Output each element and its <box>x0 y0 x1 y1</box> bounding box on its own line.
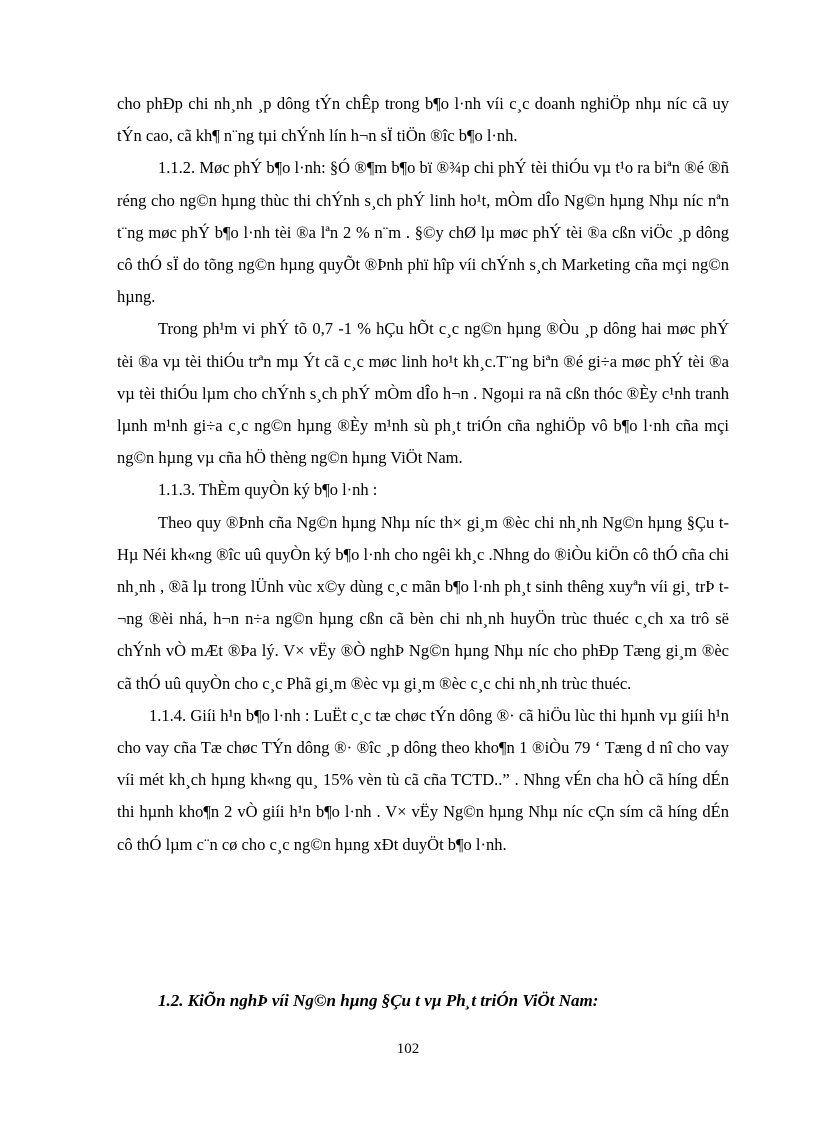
paragraph-continuation: cho phÐp chi nh¸nh ¸p dông tÝn chÊp trong b¶o l·nh víi c¸c doanh nghiÖp nhµ níc cã uy tÝn cao, cã kh¶ n¨ng tµi chÝnh lín h¬n sÏ tiÖn ®îc b¶o l·nh. <box>117 94 729 146</box>
body-text <box>117 88 729 861</box>
paragraph-fee-rate: 1.1.2. Møc phÝ b¶o l·nh: §Ó ®¶m b¶o bï ®¾p chi phÝ tèi thiÓu vµ t¹o ra biªn ®é ®ñ réng cho ng©n hµng thùc thi chÝnh s¸ch phÝ linh ho¹t, mÒm dÎo Ng©n hµng Nhµ níc nªn t¨ng møc phÝ b¶o l·nh tèi ®a lªn 2 % n¨m . §©y chØ lµ møc phÝ tèi ®a cßn viÖc ¸p dông cô thÓ sÏ do tõng ng©n hµng quyÕt ®Þnh phï hîp víi chÝnh s¸ch Marketing cña mçi ng©n hµng. <box>117 158 729 307</box>
section-heading-authority: 1.1.3. ThÈm quyÒn ký b¶o l·nh : <box>158 480 378 500</box>
section-heading-recommendations: 1.2. KiÕn nghÞ víi Ng©n hµng §Çu t vµ Ph¸t triÓn ViÖt Nam: <box>158 991 599 1010</box>
paragraph-fee-range: Trong ph¹m vi phÝ tõ 0,7 -1 % hÇu hÕt c¸c ng©n hµng ®Òu ¸p dông hai møc phÝ tèi ®a vµ tèi thiÓu trªn mµ Ýt cã c¸c møc linh ho¹t kh¸c.T¨ng biªn ®é gi÷a møc phÝ tèi ®a vµ tèi thiÓu lµm cho chÝnh s¸ch phÝ mÒm dÎo h¬n . Ngoµi ra nã cßn thóc ®Èy c¹nh tranh lµnh m¹nh gi÷a c¸c ng©n hµng ®Èy m¹nh sù ph¸t triÓn cña nghiÖp vô b¶o l·nh cña mçi ng©n hµng vµ cña hÖ thèng ng©n hµng ViÖt Nam. <box>117 319 729 468</box>
page-number: 102 <box>396 1041 420 1057</box>
paragraph-guarantee-limit: 1.1.4. Giíi h¹n b¶o l·nh : LuËt c¸c tæ chøc tÝn dông ®· cã hiÖu lùc thi hµnh vµ giíi h¹n cho vay cña Tæ chøc TÝn dông ®· ®îc ¸p dông theo kho¶n 1 ®iÒu 79 ‘ Tæng d nî cho vay víi mét kh¸ch hµng kh«ng qu¸ 15% vèn tù cã cña TCTD..” . Nhng vÉn cha hÒ cã híng dÉn thi hµnh kho¶n 2 vÒ giíi h¹n b¶o l·nh . V× vËy Ng©n hµng Nhµ níc cÇn sím cã híng dÉn cô thÓ lµm c¨n cø cho c¸c ng©n hµng xÐt duyÖt b¶o l·nh. <box>117 705 729 854</box>
paragraph-authority: Theo quy ®Þnh cña Ng©n hµng Nhµ níc th× gi¸m ®èc chi nh¸nh Ng©n hµng §Çu t Hµ Néi kh«ng ®îc uû quyÒn ký b¶o l·nh cho ngêi kh¸c .Nhng do ®iÒu kiÖn cô thÓ cña chi nh¸nh , ®ã lµ trong lÜnh vùc x©y dùng c¸c mãn b¶o l·nh ph¸t sinh thêng xuyªn víi gi¸ trÞ t¬ng ®èi nhá, h¬n n÷a ng©n hµng cßn cã bèn chi nh¸nh huyÖn trùc thuéc c¸ch xa trô së chÝnh vÒ mÆt ®Þa lý. V× vËy ®Ò nghÞ Ng©n hµng Nhµ níc cho phÐp Tæng gi¸m ®èc cã thÓ uû quyÒn cho c¸c Phã gi¸m ®èc vµ gi¸m ®èc c¸c chi nh¸nh trùc thuéc. <box>117 512 729 693</box>
